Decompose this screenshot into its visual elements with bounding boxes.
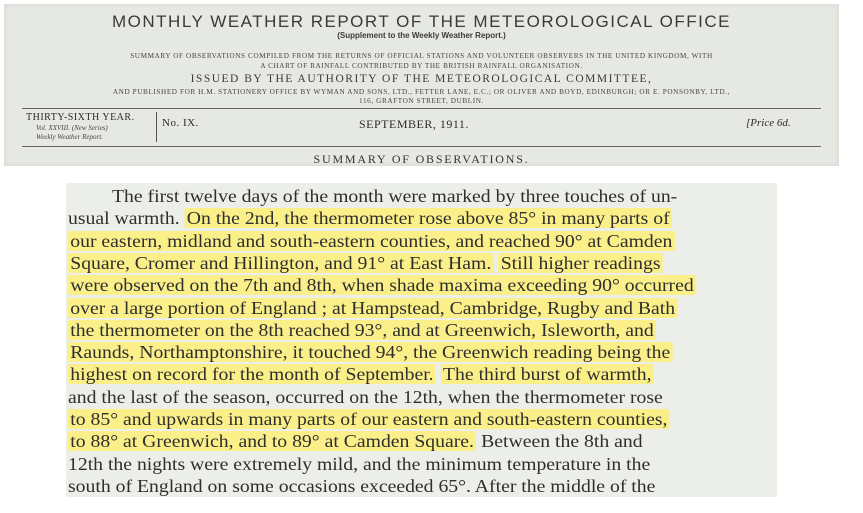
report-subtitle: (Supplement to the Weekly Weather Report.): [337, 31, 506, 40]
text-line: [68, 207, 672, 229]
text-line: [68, 230, 675, 252]
highlighted-text: highest on record for the month of September.: [68, 364, 436, 384]
text-line: [68, 386, 663, 408]
summary-line-1: SUMMARY OF OBSERVATIONS COMPILED FROM THE RETURNS OF OFFICIAL STATIONS AND VOLUNTEER OBSERVERS IN THE UNITED KINGDOM, WITH: [130, 52, 713, 60]
text-span: and the last of the season, occurred on the 12th, when the thermometer rose: [68, 386, 663, 407]
issued-line: ISSUED BY THE AUTHORITY OF THE METEOROLOGICAL COMMITTEE,: [190, 73, 653, 85]
highlighted-text: the thermometer on the 8th reached 93°, and at Greenwich, Isleworth, and: [68, 320, 656, 340]
issue-date: SEPTEMBER, 1911.: [359, 117, 469, 131]
text-span: 12th the nights were extremely mild, and the minimum temperature in the: [68, 453, 651, 474]
text-line: [68, 430, 643, 452]
highlighted-text: over a large portion of England ; at Hampstead, Cambridge, Rugby and Bath: [68, 298, 677, 318]
text-line: [68, 274, 696, 296]
text-line: [68, 341, 672, 363]
text-line: [112, 185, 677, 207]
section-heading: SUMMARY OF OBSERVATIONS.: [313, 152, 530, 166]
year-label: THIRTY-SIXTH YEAR.: [26, 112, 135, 123]
highlighted-text: Still higher readings: [498, 253, 662, 273]
highlighted-text: Raunds, Northamptonshire, it touched 94°, the Greenwich reading being the: [68, 342, 672, 362]
summary-line-2: A CHART OF RAINFALL CONTRIBUTED BY THE BRITISH RAINFALL ORGANISATION.: [260, 62, 583, 70]
issue-price: [Price 6d.: [746, 117, 791, 129]
text-span: usual warmth.: [68, 208, 185, 229]
text-span: south of England on some occasions exceeded 65°.: [68, 475, 471, 496]
text-span: Between the 8th and: [476, 431, 643, 452]
text-span: After the middle of the: [470, 475, 656, 496]
highlighted-text: Square, Cromer and Hillington, and 91° at East Ham.: [68, 253, 494, 273]
highlighted-text: The third burst of warmth,: [441, 364, 654, 384]
text-line: [68, 297, 677, 319]
volume-box: [26, 112, 157, 142]
published-line-2: 116, GRAFTON STREET, DUBLIN.: [359, 97, 484, 105]
header-rule-bottom: [22, 146, 821, 147]
highlighted-text: our eastern, midland and south-eastern counties, and reached 90° at Camden: [68, 231, 675, 251]
report-title: MONTHLY WEATHER REPORT OF THE METEOROLOGICAL OFFICE: [112, 12, 731, 31]
text-line: [68, 319, 656, 341]
volume-label: Vol. XXVIII. (New Series): [36, 124, 108, 132]
text-line: [68, 475, 655, 497]
header-rule-top: [22, 108, 821, 109]
text-span: The first twelve days of the month were marked by three touches of un-: [112, 186, 678, 206]
text-line: [68, 408, 670, 430]
highlighted-text: to 85° and upwards in many parts of our eastern and south-eastern counties,: [68, 409, 670, 429]
text-line: [68, 453, 650, 475]
published-line-1: AND PUBLISHED FOR H.M. STATIONERY OFFICE BY WYMAN AND SONS, LTD., FETTER LANE, E.C.; OR OLIVER AND BOYD, EDINBURGH; OR E. PONSONBY, LTD.,: [112, 88, 731, 96]
text-line: [68, 363, 654, 385]
weekly-label: Weekly Weather Report.: [36, 133, 103, 141]
highlighted-text: On the 2nd, the thermometer rose above 85° in many parts of: [185, 208, 672, 228]
highlighted-text: to 88° at Greenwich, and to 89° at Camden Square.: [68, 431, 476, 451]
text-line: [68, 252, 663, 274]
report-header: [4, 4, 839, 166]
issue-number: No. IX.: [162, 117, 199, 129]
article-text: [66, 183, 777, 497]
highlighted-text: were observed on the 7th and 8th, when shade maxima exceeding 90° occurred: [68, 275, 696, 295]
